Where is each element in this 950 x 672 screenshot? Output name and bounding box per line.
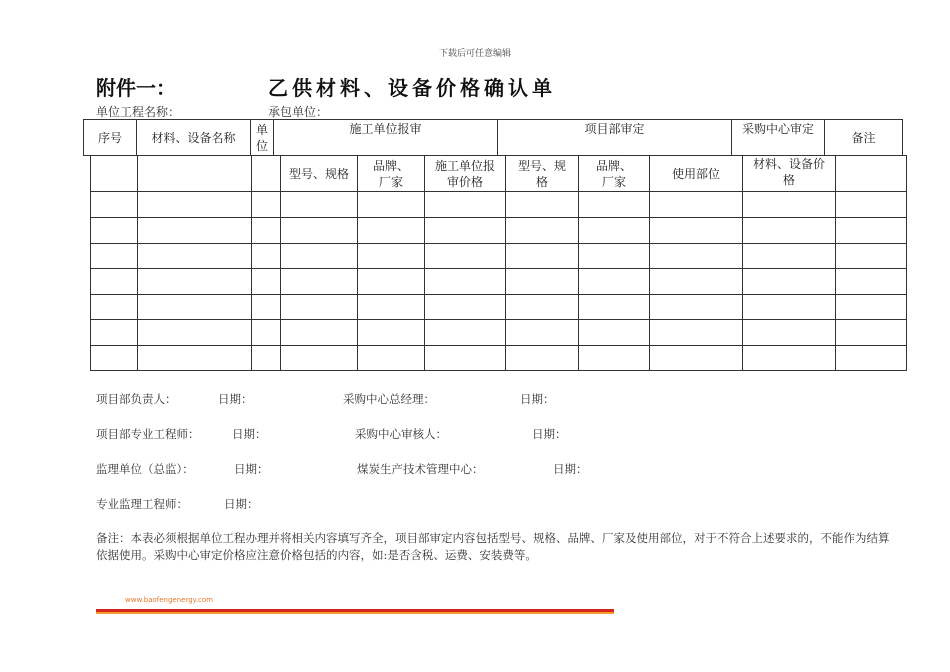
table-cell[interactable] [252, 295, 281, 320]
table-cell[interactable] [425, 218, 506, 244]
date-label: 日期： [218, 392, 253, 406]
table-row [91, 244, 907, 269]
table-cell[interactable] [650, 192, 743, 218]
table-cell[interactable] [650, 320, 743, 346]
table-cell[interactable] [91, 295, 138, 320]
blank-cell [836, 156, 907, 192]
blank-cell [138, 156, 252, 192]
price-confirmation-table [90, 155, 907, 371]
table-cell[interactable] [579, 192, 650, 218]
table-cell[interactable] [91, 192, 138, 218]
purchase-price: 材料、设备价格 [743, 156, 836, 192]
table-cell[interactable] [579, 346, 650, 371]
date-label: 日期： [234, 462, 269, 476]
table-cell[interactable] [743, 192, 836, 218]
table-cell[interactable] [138, 320, 252, 346]
table-row [91, 192, 907, 218]
blank-cell [91, 156, 138, 192]
table-cell[interactable] [91, 269, 138, 295]
table-cell[interactable] [743, 346, 836, 371]
purchase-review-header: 采购中心审定 [732, 120, 825, 156]
table-cell[interactable] [425, 192, 506, 218]
construction-model-spec: 型号、规格 [281, 156, 358, 192]
table-cell[interactable] [506, 244, 579, 269]
project-model-spec: 型号、规格 [506, 156, 579, 192]
table-cell[interactable] [579, 218, 650, 244]
contractor-label: 承包单位： [268, 105, 329, 119]
table-cell[interactable] [836, 320, 907, 346]
purchase-gm-label: 采购中心总经理： [343, 392, 435, 406]
table-cell[interactable] [281, 192, 358, 218]
table-cell[interactable] [425, 244, 506, 269]
table-cell[interactable] [252, 320, 281, 346]
table-cell[interactable] [281, 295, 358, 320]
seq-header: 序号 [84, 120, 137, 156]
table-row [91, 346, 907, 371]
table-cell[interactable] [252, 218, 281, 244]
construction-review-header: 施工单位报审 [274, 120, 498, 156]
table-cell[interactable] [252, 346, 281, 371]
empty-rows [91, 192, 907, 371]
attachment-heading: 附件一： [96, 76, 176, 100]
table-cell[interactable] [358, 244, 425, 269]
table-cell[interactable] [506, 346, 579, 371]
table-cell[interactable] [579, 269, 650, 295]
table-cell[interactable] [358, 295, 425, 320]
table-cell[interactable] [579, 320, 650, 346]
construction-price: 施工单位报审价格 [425, 156, 506, 192]
unit-project-label: 单位工程名称： [96, 105, 181, 119]
table-cell[interactable] [252, 269, 281, 295]
table-cell[interactable] [281, 269, 358, 295]
table-cell[interactable] [358, 269, 425, 295]
table-cell[interactable] [138, 295, 252, 320]
purchase-reviewer-label: 采购中心审核人： [355, 427, 447, 441]
table-cell[interactable] [91, 244, 138, 269]
table-cell[interactable] [650, 295, 743, 320]
date-label: 日期： [224, 497, 259, 511]
table-cell[interactable] [281, 346, 358, 371]
table-cell[interactable] [506, 320, 579, 346]
table-cell[interactable] [138, 218, 252, 244]
blank-cell [252, 156, 281, 192]
table-cell[interactable] [836, 295, 907, 320]
material-name-header: 材料、设备名称 [137, 120, 251, 156]
date-label: 日期： [553, 462, 588, 476]
coal-center-label: 煤炭生产技术管理中心： [357, 462, 484, 476]
table-cell[interactable] [91, 218, 138, 244]
table-cell[interactable] [743, 269, 836, 295]
table-cell[interactable] [836, 244, 907, 269]
table-row [91, 295, 907, 320]
table-cell[interactable] [252, 244, 281, 269]
table-cell[interactable] [358, 218, 425, 244]
table-cell[interactable] [650, 346, 743, 371]
table-cell[interactable] [281, 244, 358, 269]
table-cell[interactable] [650, 269, 743, 295]
subheader-row [91, 156, 907, 192]
table-cell[interactable] [425, 269, 506, 295]
table-cell[interactable] [836, 269, 907, 295]
construction-brand: 品牌、厂家 [358, 156, 425, 192]
header-row-table [83, 119, 903, 156]
table-cell[interactable] [358, 192, 425, 218]
table-cell[interactable] [425, 320, 506, 346]
pm-lead-label: 项目部负责人： [96, 392, 177, 406]
table-cell[interactable] [281, 320, 358, 346]
table-row [91, 218, 907, 244]
project-brand: 品牌、厂家 [579, 156, 650, 192]
table-cell[interactable] [91, 320, 138, 346]
table-cell[interactable] [506, 295, 579, 320]
table-cell[interactable] [836, 218, 907, 244]
table-cell[interactable] [743, 218, 836, 244]
table-cell[interactable] [506, 269, 579, 295]
footer-website: www.baofengenergy.com [125, 596, 213, 604]
remark-header: 备注 [825, 120, 903, 156]
table-cell[interactable] [425, 295, 506, 320]
table-cell[interactable] [138, 269, 252, 295]
table-cell[interactable] [91, 346, 138, 371]
supervision-engineer-label: 专业监理工程师： [96, 497, 188, 511]
table-cell[interactable] [506, 218, 579, 244]
document-title: 乙供材料、设备价格确认单 [268, 76, 556, 100]
table-cell[interactable] [579, 244, 650, 269]
table-cell[interactable] [506, 192, 579, 218]
table-cell[interactable] [138, 244, 252, 269]
date-label: 日期： [520, 392, 555, 406]
table-cell[interactable] [252, 192, 281, 218]
date-label: 日期： [532, 427, 567, 441]
table-cell[interactable] [650, 218, 743, 244]
table-cell[interactable] [425, 346, 506, 371]
project-usage-location: 使用部位 [650, 156, 743, 192]
table-cell[interactable] [138, 346, 252, 371]
table-cell[interactable] [358, 346, 425, 371]
table-cell[interactable] [743, 244, 836, 269]
table-cell[interactable] [579, 295, 650, 320]
table-cell[interactable] [650, 244, 743, 269]
table-row [91, 320, 907, 346]
unit-header: 单位 [251, 120, 274, 156]
table-row [91, 269, 907, 295]
project-review-header: 项目部审定 [498, 120, 732, 156]
pm-engineer-label: 项目部专业工程师： [96, 427, 200, 441]
date-label: 日期： [232, 427, 267, 441]
footer-orange-bar [96, 612, 614, 614]
table-cell[interactable] [138, 192, 252, 218]
table-cell[interactable] [836, 346, 907, 371]
table-cell[interactable] [836, 192, 907, 218]
table-cell[interactable] [358, 320, 425, 346]
remark-paragraph: 备注：本表必须根据单位工程办理并将相关内容填写齐全，项目部审定内容包括型号、规格、品牌、厂家及使用部位，对于不符合上述要求的，不能作为结算依据使用。采购中心审定价格应注意价格包括的内容，如:是否含税、运费、安装费等。 [96, 531, 890, 562]
table-cell[interactable] [743, 320, 836, 346]
table-cell[interactable] [281, 218, 358, 244]
table-cell[interactable] [743, 295, 836, 320]
supervisor-label: 监理单位（总监）： [96, 462, 194, 476]
page-notice: 下载后可任意编辑 [438, 49, 511, 59]
